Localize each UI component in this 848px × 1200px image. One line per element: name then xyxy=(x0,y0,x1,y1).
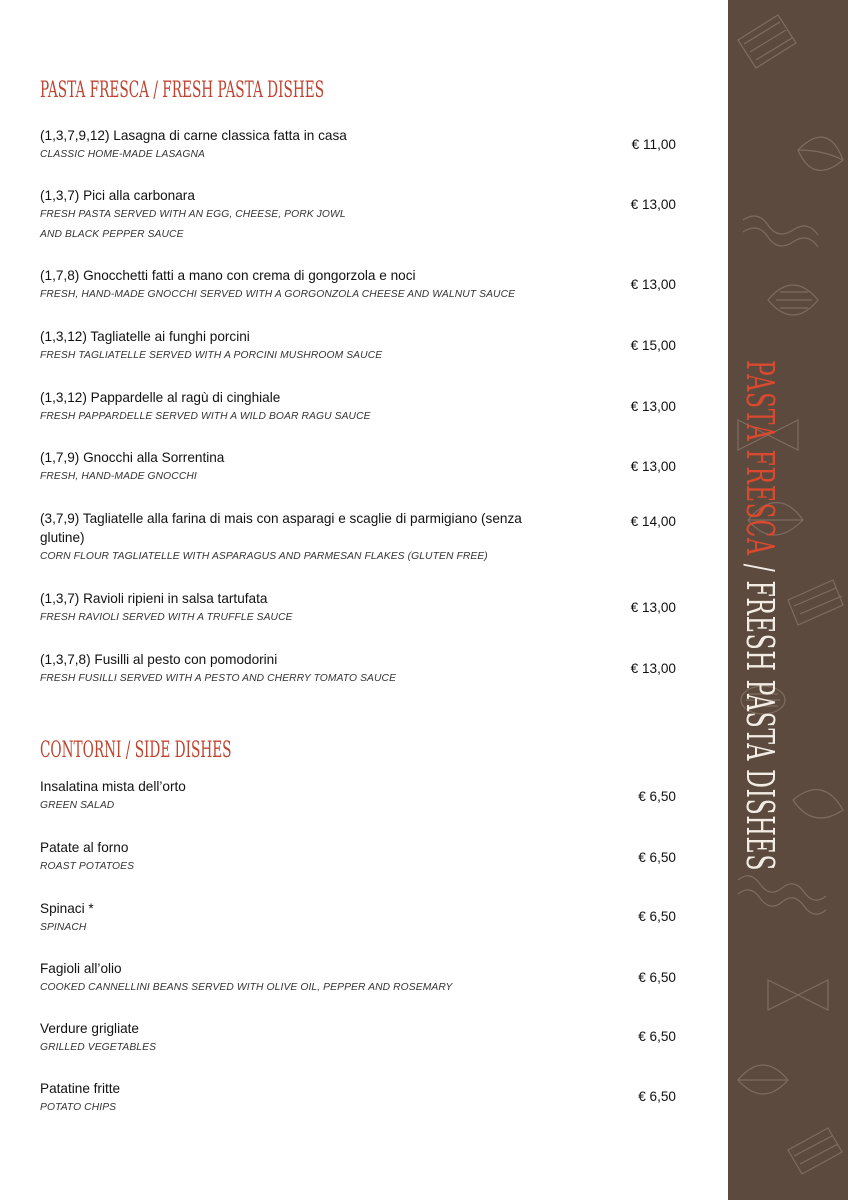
item-name: (1,3,7,8) Fusilli al pesto con pomodorini xyxy=(40,652,278,667)
item-description: SPINACH xyxy=(40,922,87,933)
item-price: € 6,50 xyxy=(638,909,676,924)
item-price: € 13,00 xyxy=(630,197,676,212)
item-description: FRESH, HAND-MADE GNOCCHI SERVED WITH A GORGONZOLA CHEESE AND WALNUT SAUCE xyxy=(40,289,516,300)
item-description: COOKED CANNELLINI BEANS SERVED WITH OLIVE OIL, PEPPER AND ROSEMARY xyxy=(40,982,453,993)
menu-item xyxy=(40,327,688,366)
menu-item xyxy=(40,1019,688,1058)
sidebar-title-english: / FRESH PASTA DISHES xyxy=(738,555,782,872)
item-name: (1,3,7,9,12) Lasagna di carne classica fatta in casa xyxy=(40,128,347,143)
item-description: ROAST POTATOES xyxy=(40,861,135,872)
item-price: € 13,00 xyxy=(630,661,676,676)
menu-item xyxy=(40,186,688,245)
item-name: (1,7,8) Gnocchetti fatti a mano con crema di gongorzola e noci xyxy=(40,268,416,283)
menu-item xyxy=(40,388,688,427)
menu-item xyxy=(40,589,688,628)
menu-item xyxy=(40,126,688,165)
item-price: € 6,50 xyxy=(638,970,676,985)
item-description: AND BLACK PEPPER SAUCE xyxy=(40,229,184,240)
item-name: (3,7,9) Tagliatelle alla farina di mais con asparagi e scaglie di parmigiano (senza glutine) xyxy=(40,511,522,545)
item-name: Verdure grigliate xyxy=(40,1021,139,1036)
item-name: Fagioli all’olio xyxy=(40,961,122,976)
menu-item xyxy=(40,959,688,998)
item-price: € 13,00 xyxy=(630,600,676,615)
menu-item xyxy=(40,1079,688,1118)
item-price: € 15,00 xyxy=(630,338,676,353)
item-name: (1,3,12) Pappardelle al ragù di cinghiale xyxy=(40,390,281,405)
item-name: Patate al forno xyxy=(40,840,129,855)
item-description: FRESH RAVIOLI SERVED WITH A TRUFFLE SAUCE xyxy=(40,612,293,623)
sidebar-vertical-title xyxy=(740,360,780,871)
item-description: CLASSIC HOME-MADE LASAGNA xyxy=(40,149,205,160)
menu-item xyxy=(40,899,688,938)
item-price: € 6,50 xyxy=(638,1029,676,1044)
item-name: Insalatina mista dell’orto xyxy=(40,779,186,794)
item-price: € 13,00 xyxy=(630,277,676,292)
section-title-contorni: CONTORNI / SIDE DISHES xyxy=(40,738,232,763)
item-description: GREEN SALAD xyxy=(40,800,115,811)
menu-item xyxy=(40,838,688,877)
item-description: FRESH TAGLIATELLE SERVED WITH A PORCINI MUSHROOM SAUCE xyxy=(40,350,383,361)
item-description: CORN FLOUR TAGLIATELLE WITH ASPARAGUS AND PARMESAN FLAKES (GLUTEN FREE) xyxy=(40,551,488,562)
item-description: FRESH PASTA SERVED WITH AN EGG, CHEESE, PORK JOWL xyxy=(40,209,346,220)
item-description: FRESH, HAND-MADE GNOCCHI xyxy=(40,471,197,482)
item-price: € 13,00 xyxy=(630,399,676,414)
item-price: € 14,00 xyxy=(630,514,676,529)
item-price: € 6,50 xyxy=(638,789,676,804)
item-name: Patatine fritte xyxy=(40,1081,121,1096)
item-description: FRESH FUSILLI SERVED WITH A PESTO AND CHERRY TOMATO SAUCE xyxy=(40,673,397,684)
item-name: (1,3,7) Pici alla carbonara xyxy=(40,188,195,203)
item-description: GRILLED VEGETABLES xyxy=(40,1042,157,1053)
item-price: € 6,50 xyxy=(638,1089,676,1104)
item-price: € 11,00 xyxy=(631,137,676,152)
sidebar-title-italian: PASTA FRESCA xyxy=(738,360,782,556)
section-title-pasta: PASTA FRESCA / FRESH PASTA DISHES xyxy=(40,78,325,103)
item-name: (1,3,12) Tagliatelle ai funghi porcini xyxy=(40,329,250,344)
menu-item xyxy=(40,266,688,305)
item-price: € 6,50 xyxy=(638,850,676,865)
menu-item xyxy=(40,777,688,816)
item-name: (1,3,7) Ravioli ripieni in salsa tartufata xyxy=(40,591,268,606)
item-name: Spinaci * xyxy=(40,901,94,916)
item-description: FRESH PAPPARDELLE SERVED WITH A WILD BOAR RAGU SAUCE xyxy=(40,411,371,422)
menu-item xyxy=(40,650,688,689)
item-description: POTATO CHIPS xyxy=(40,1102,117,1113)
menu-item xyxy=(40,509,688,567)
item-name: (1,7,9) Gnocchi alla Sorrentina xyxy=(40,450,225,465)
item-price: € 13,00 xyxy=(630,459,676,474)
menu-item xyxy=(40,448,688,487)
